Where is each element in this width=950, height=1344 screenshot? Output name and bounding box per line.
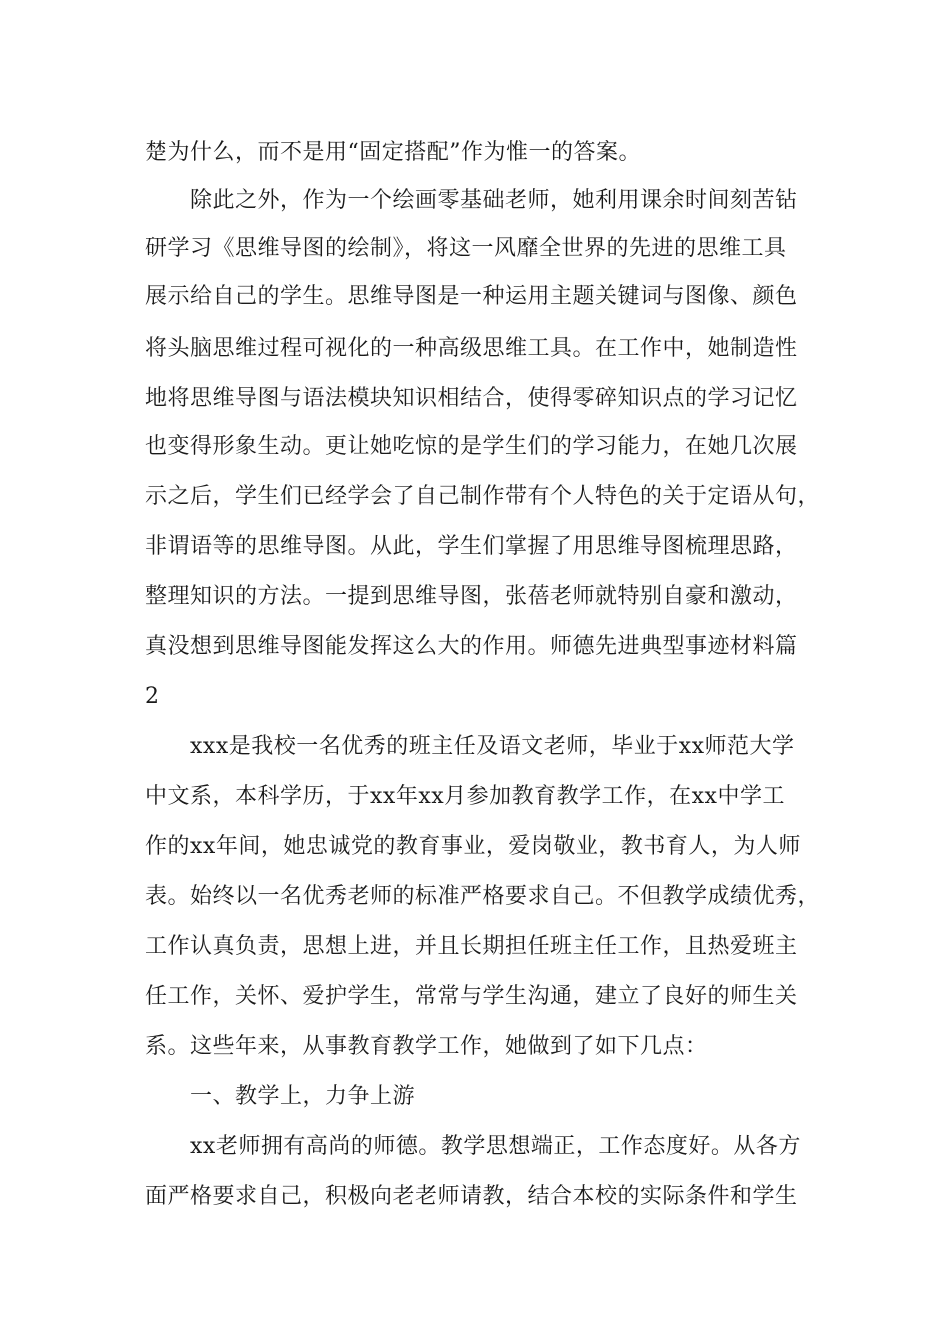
text-line: 任工作，关怀、爱护学生，常常与学生沟通，建立了良好的师生关 [145, 984, 798, 1009]
text-line: 面严格要求自己，积极向老老师请教，结合本校的实际条件和学生 [145, 1184, 798, 1209]
text-line: 中文系，本科学历，于xx年xx月参加教育教学工作，在xx中学工 [145, 784, 785, 809]
text-line: 非谓语等的思维导图。从此，学生们掌握了用思维导图梳理思路， [145, 534, 798, 559]
paragraph-start-line: xxx是我校一名优秀的班主任及语文老师，毕业于xx师范大学 [190, 734, 795, 759]
text-line: 展示给自己的学生。思维导图是一种运用主题关键词与图像、颜色 [145, 284, 798, 309]
text-line: 楚为什么，而不是用“固定搭配”作为惟一的答案。 [145, 140, 641, 165]
text-line: 研学习《思维导图的绘制》，将这一风靡全世界的先进的思维工具 [145, 236, 787, 261]
paragraph-start-line: 除此之外，作为一个绘画零基础老师，她利用课余时间刻苦钻 [190, 188, 798, 213]
text-line: 示之后，学生们已经学会了自己制作带有个人特色的关于定语从句， [145, 484, 821, 509]
text-line: 也变得形象生动。更让她吃惊的是学生们的学习能力，在她几次展 [145, 434, 798, 459]
text-line: 地将思维导图与语法模块知识相结合，使得零碎知识点的学习记忆 [145, 386, 798, 411]
paragraph-start-line: xx老师拥有高尚的师德。教学思想端正，工作态度好。从各方 [190, 1134, 801, 1159]
text-line: 2 [145, 684, 160, 709]
text-line: 整理知识的方法。一提到思维导图，张蓓老师就特别自豪和激动， [145, 584, 798, 609]
section-heading: 一、教学上，力争上游 [190, 1084, 416, 1109]
text-line: 工作认真负责，思想上进，并且长期担任班主任工作，且热爱班主 [145, 934, 798, 959]
text-line: 系。这些年来，从事教育教学工作，她做到了如下几点： [145, 1034, 708, 1059]
text-line: 作的xx年间，她忠诚党的教育事业，爱岗敬业，教书育人，为人师 [145, 834, 801, 859]
text-line: 表。始终以一名优秀老师的标准严格要求自己。不但教学成绩优秀， [145, 884, 821, 909]
text-line: 将头脑思维过程可视化的一种高级思维工具。在工作中，她制造性 [145, 336, 798, 361]
text-line: 真没想到思维导图能发挥这么大的作用。师德先进典型事迹材料篇 [145, 634, 798, 659]
